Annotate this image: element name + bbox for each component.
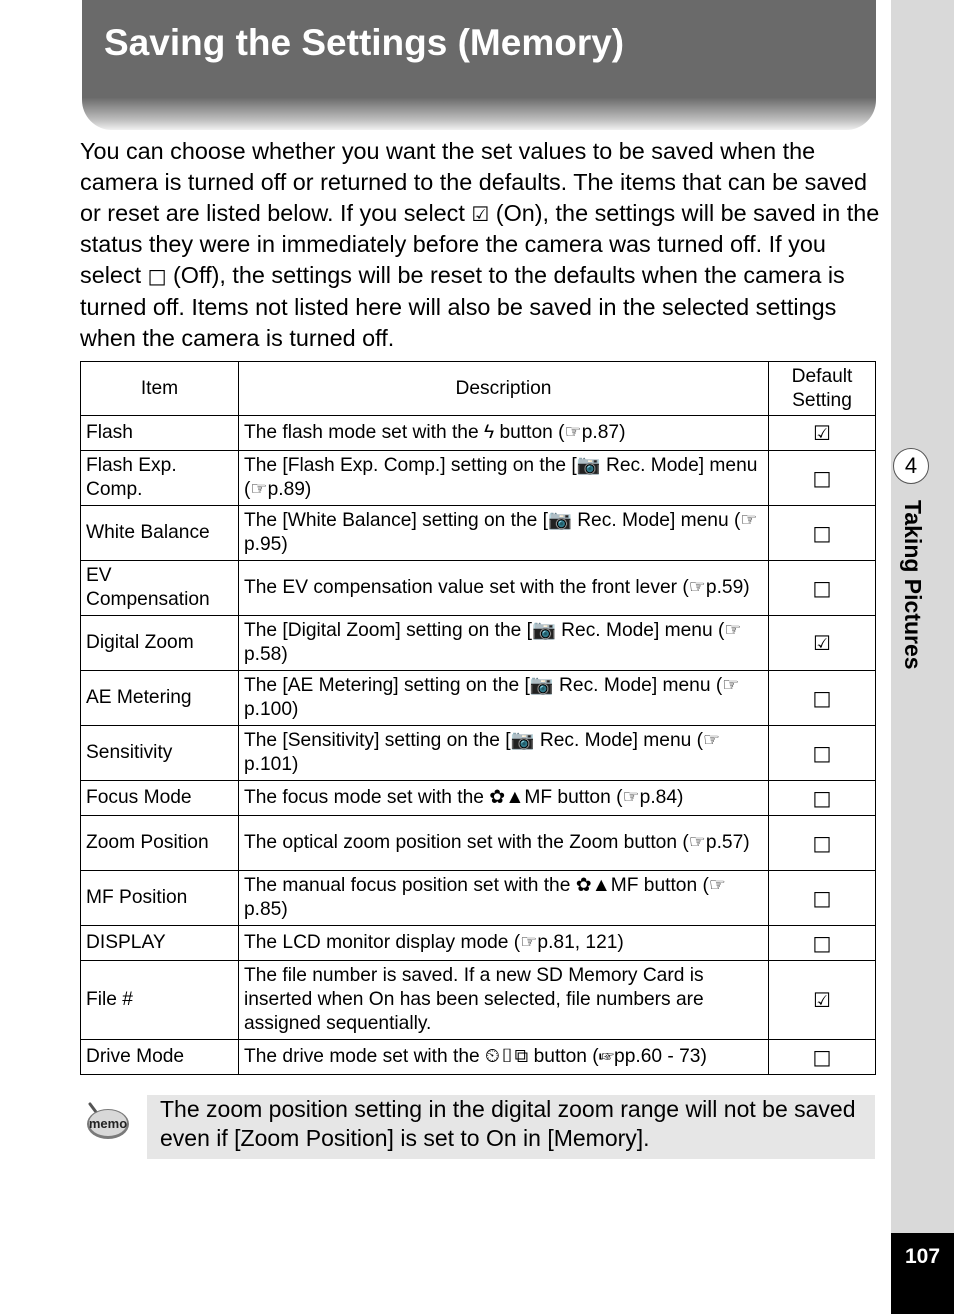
row-item: Focus Mode — [81, 781, 239, 816]
table-row — [81, 871, 876, 926]
row-item: Drive Mode — [81, 1040, 239, 1075]
memo-icon-label: memo — [88, 1116, 128, 1131]
row-default: □ — [769, 451, 876, 506]
row-description: The manual focus position set with the ✿▲MF button (☞p.85) — [239, 871, 769, 926]
table-row — [81, 726, 876, 781]
row-default: □ — [769, 1040, 876, 1075]
row-item: Sensitivity — [81, 726, 239, 781]
row-item: AE Metering — [81, 671, 239, 726]
chapter-title: Taking Pictures — [900, 500, 926, 670]
row-item: DISPLAY — [81, 926, 239, 961]
row-default: □ — [769, 506, 876, 561]
row-default: □ — [769, 671, 876, 726]
row-description: The [AE Metering] setting on the [📷 Rec. Mode] menu (☞p.100) — [239, 671, 769, 726]
intro-paragraph — [80, 136, 880, 354]
table-row — [81, 451, 876, 506]
header-default: Default Setting — [769, 362, 876, 416]
table-row — [81, 926, 876, 961]
checkbox-on-icon: ☑ — [471, 201, 490, 226]
header-item: Item — [81, 362, 239, 416]
table-row — [81, 506, 876, 561]
row-default: □ — [769, 926, 876, 961]
row-item: White Balance — [81, 506, 239, 561]
chapter-side-tab — [891, 0, 954, 1314]
table-row — [81, 961, 876, 1040]
table-row — [81, 561, 876, 616]
row-description: The drive mode set with the ⏲▯⧉ button (☞pp.60 - 73) — [239, 1040, 769, 1075]
row-description: The [Sensitivity] setting on the [📷 Rec. Mode] menu (☞p.101) — [239, 726, 769, 781]
table-header-row — [81, 362, 876, 416]
checkbox-off-icon: □ — [147, 264, 167, 289]
table-row — [81, 816, 876, 871]
row-default: □ — [769, 816, 876, 871]
row-item: Flash — [81, 416, 239, 451]
row-item: MF Position — [81, 871, 239, 926]
row-item: Zoom Position — [81, 816, 239, 871]
row-description: The [White Balance] setting on the [📷 Rec. Mode] menu (☞p.95) — [239, 506, 769, 561]
page-number: 107 — [891, 1233, 954, 1314]
row-description: The file number is saved. If a new SD Memory Card is inserted when On has been selected, file numbers are assigned sequentially. — [239, 961, 769, 1040]
row-default: □ — [769, 871, 876, 926]
row-description: The [Flash Exp. Comp.] setting on the [📷 Rec. Mode] menu (☞p.89) — [239, 451, 769, 506]
header-description: Description — [239, 362, 769, 416]
memo-icon — [82, 1100, 130, 1142]
table-row — [81, 416, 876, 451]
row-default: □ — [769, 781, 876, 816]
chapter-number: 4 — [893, 448, 929, 484]
row-default: ☑ — [769, 616, 876, 671]
table-row — [81, 1040, 876, 1075]
title-banner — [82, 0, 876, 130]
intro-text-2: (On), the settings will be saved in the status they were in immediately before the camera was turned off. If you select — [80, 199, 880, 289]
row-item: Flash Exp. Comp. — [81, 451, 239, 506]
row-default: ☑ — [769, 961, 876, 1040]
table-row — [81, 781, 876, 816]
memory-settings-table — [80, 361, 876, 1075]
intro-text-3: (Off), the settings will be reset to the defaults when the camera is turned off. Items not listed here will also be saved in the selected settings when the camera is turned off. — [80, 262, 845, 351]
row-default: □ — [769, 561, 876, 616]
intro-text-1: You can choose whether you want the set values to be saved when the camera is turned off or returned to the defaults. The items that can be saved or reset are listed below. If you select — [80, 138, 868, 226]
row-default: □ — [769, 726, 876, 781]
row-description: The focus mode set with the ✿▲MF button (☞p.84) — [239, 781, 769, 816]
page-title: Saving the Settings (Memory) — [104, 22, 625, 63]
row-description: The EV compensation value set with the front lever (☞p.59) — [239, 561, 769, 616]
memo-note: The zoom position setting in the digital zoom range will not be saved even if [Zoom Position] is set to On in [Memory]. — [147, 1095, 875, 1159]
row-description: The optical zoom position set with the Zoom button (☞p.57) — [239, 816, 769, 871]
table-row — [81, 616, 876, 671]
row-item: Digital Zoom — [81, 616, 239, 671]
row-description: The [Digital Zoom] setting on the [📷 Rec. Mode] menu (☞p.58) — [239, 616, 769, 671]
row-description: The flash mode set with the ϟ button (☞p.87) — [239, 416, 769, 451]
row-description: The LCD monitor display mode (☞p.81, 121) — [239, 926, 769, 961]
row-item: File # — [81, 961, 239, 1040]
table-row — [81, 671, 876, 726]
row-item: EV Compensation — [81, 561, 239, 616]
row-default: ☑ — [769, 416, 876, 451]
